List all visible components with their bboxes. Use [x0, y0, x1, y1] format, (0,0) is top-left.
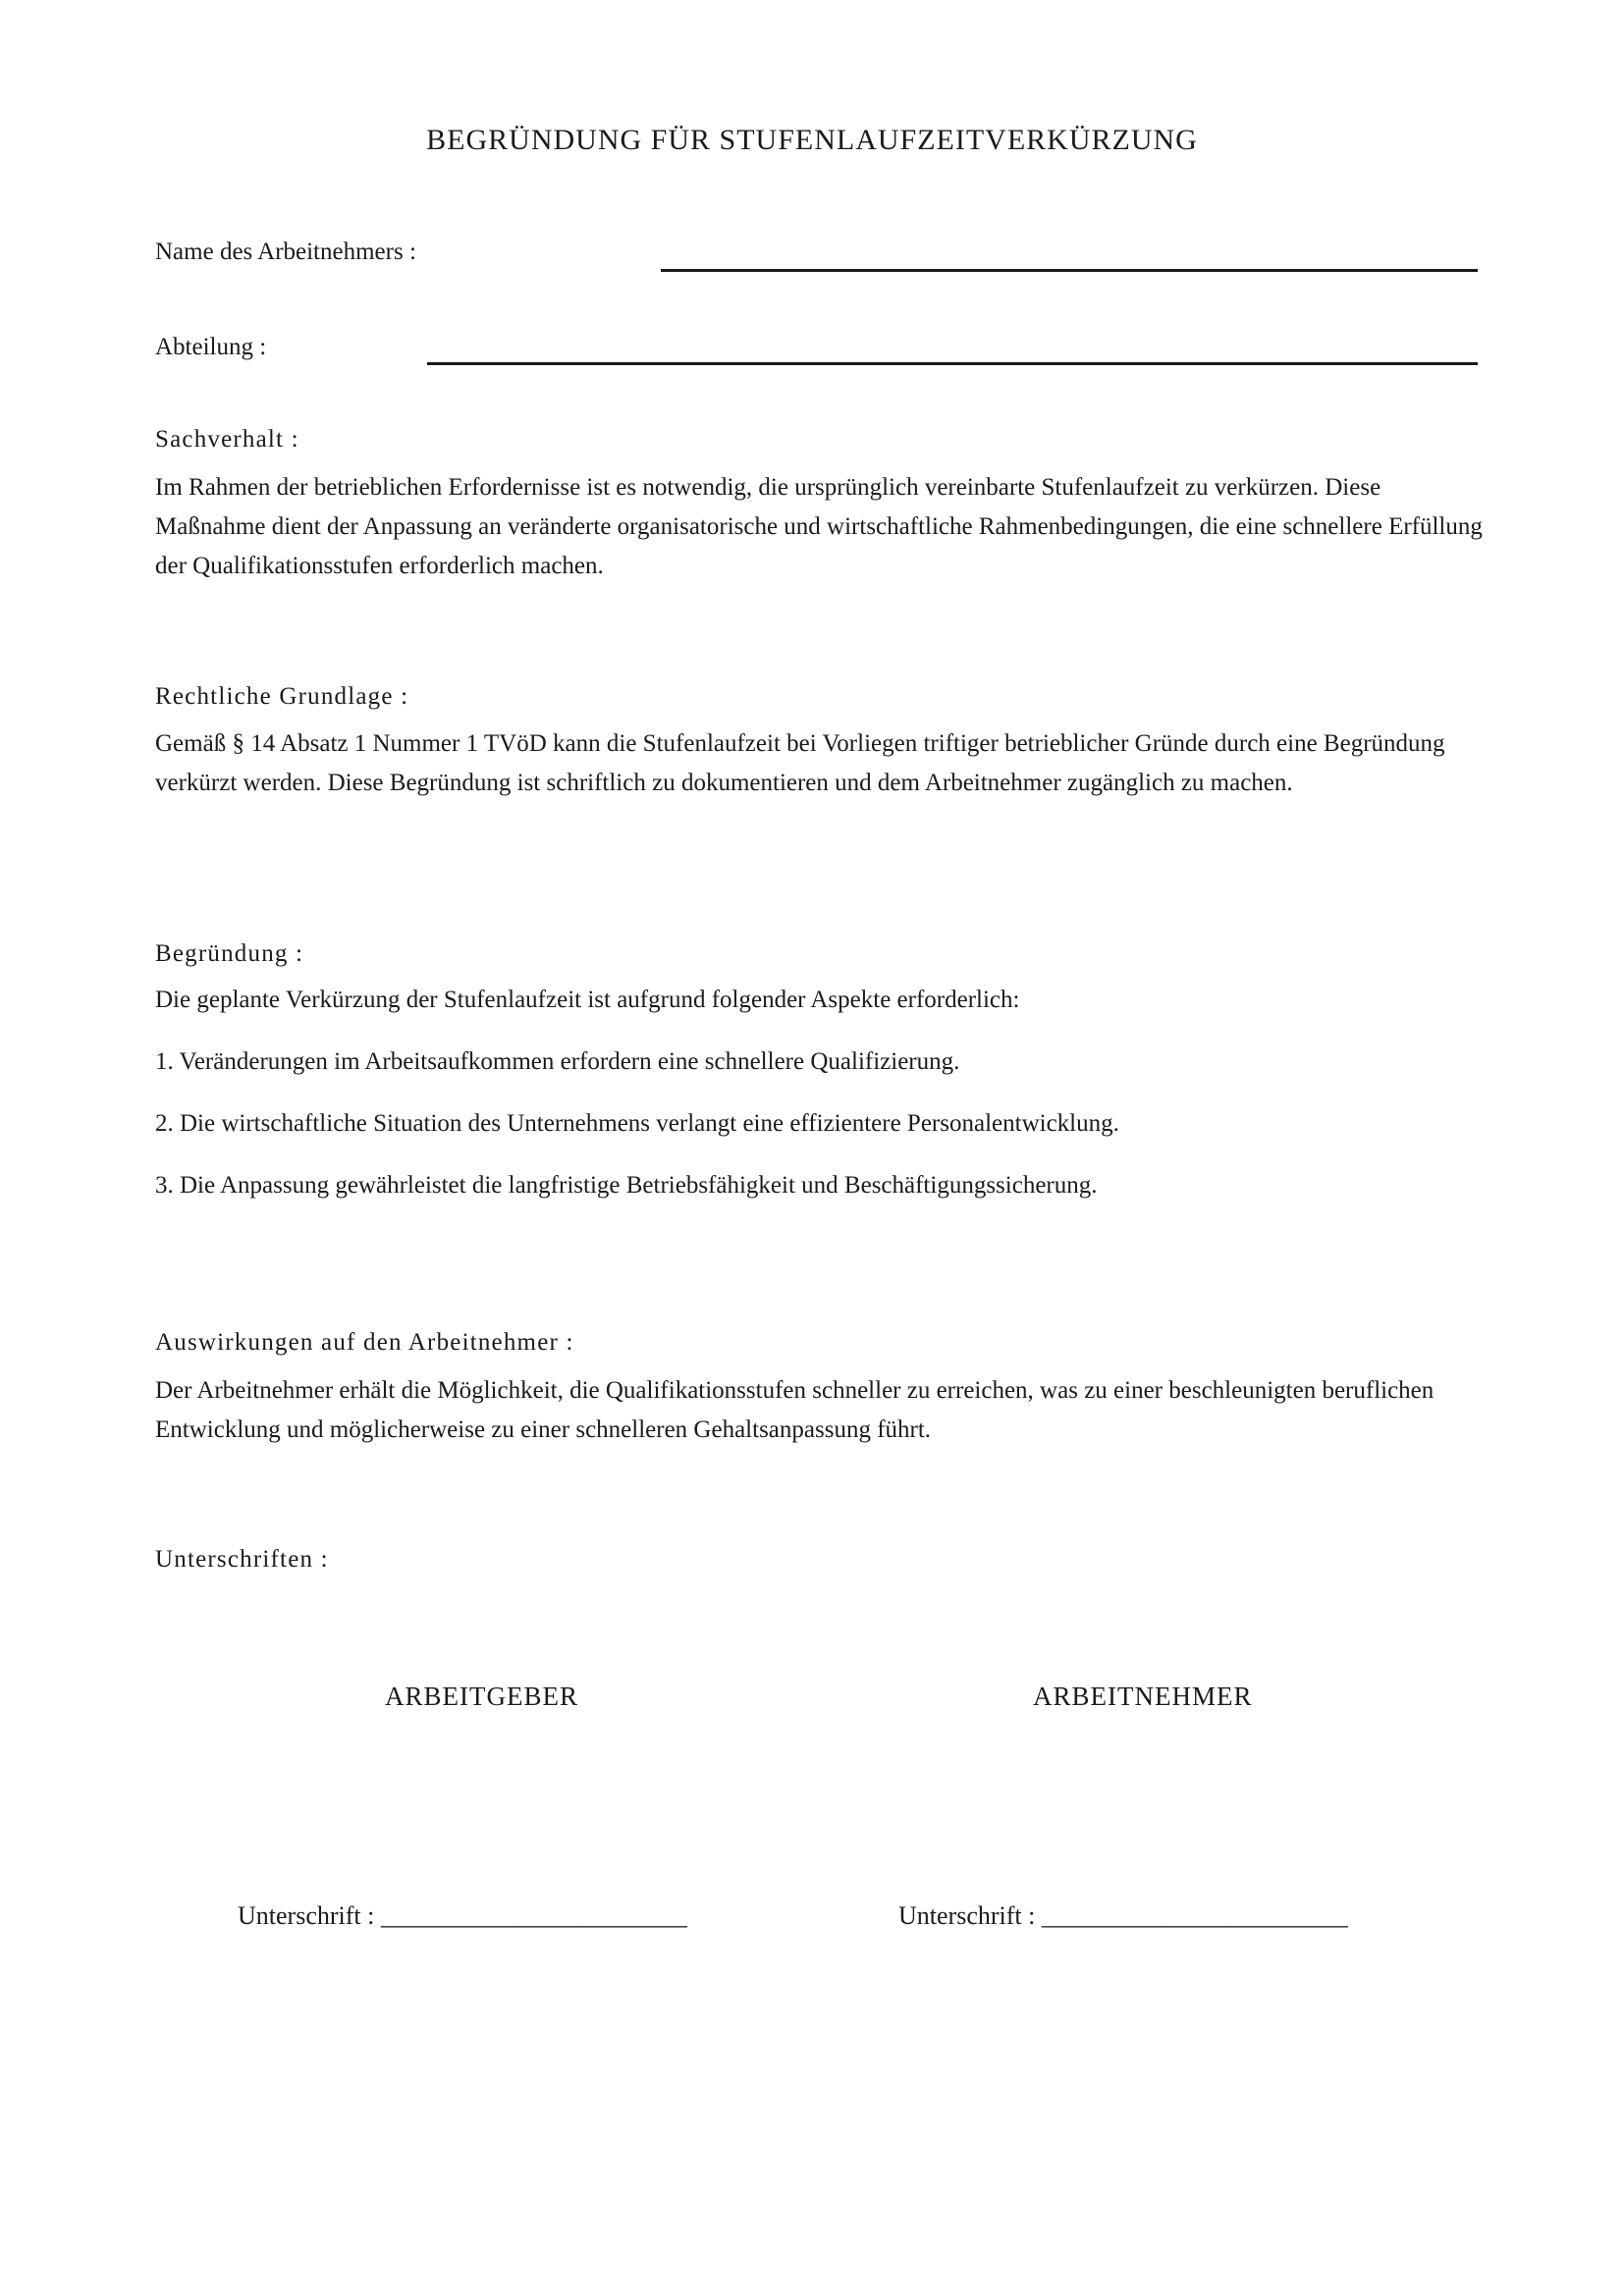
- legal-text: Gemäß § 14 Absatz 1 Nummer 1 TVöD kann die Stufenlaufzeit bei Vorliegen triftiger betrieblicher Gründe durch eine Begründung verkürzt werden. Diese Begründung ist schriftlich zu dokumentieren und dem Arbeitnehmer zugänglich zu machen.: [155, 730, 1445, 796]
- employee-label: ARBEITNEHMER: [1033, 1682, 1253, 1711]
- reason-item-1: 1. Veränderungen im Arbeitsaufkommen erfordern eine schnellere Qualifizierung.: [155, 1048, 960, 1075]
- impact-text: Der Arbeitnehmer erhält die Möglichkeit, die Qualifikationsstufen schneller zu erreichen, was zu einer beschleunigten beruflichen Entwicklung und möglicherweise zu einer schnelleren Gehaltsanpassung führt.: [155, 1377, 1435, 1443]
- signatures-heading: Unterschriften :: [155, 1546, 329, 1573]
- employee-name-field[interactable]: [661, 269, 1478, 272]
- department-field[interactable]: [427, 362, 1478, 365]
- facts-text: Im Rahmen der betrieblichen Erfordernisse ist es notwendig, die ursprünglich vereinbarte Stufenlaufzeit zu verkürzen. Diese Maßnahme dient der Anpassung an veränderte organisatorische und wirtschaftliche Rahmenbedingungen, die eine schnellere Erfüllung der Qualifikationsstufen erforderlich machen.: [155, 474, 1483, 579]
- employer-signature-line[interactable]: Unterschrift : ________________________: [238, 1901, 687, 1930]
- employee-signature-line[interactable]: Unterschrift : ________________________: [898, 1901, 1348, 1930]
- document-title: BEGRÜNDUNG FÜR STUFENLAUFZEITVERKÜRZUNG: [426, 124, 1198, 156]
- impact-heading: Auswirkungen auf den Arbeitnehmer :: [155, 1329, 574, 1356]
- reasons-heading: Begründung :: [155, 940, 304, 967]
- employer-label: ARBEITGEBER: [385, 1682, 578, 1711]
- reason-item-2: 2. Die wirtschaftliche Situation des Unternehmens verlangt eine effizientere Personalentwicklung.: [155, 1110, 1119, 1137]
- facts-heading: Sachverhalt :: [155, 426, 299, 453]
- reasons-intro: Die geplante Verkürzung der Stufenlaufzeit ist aufgrund folgender Aspekte erforderlich:: [155, 987, 1020, 1013]
- department-label: Abteilung :: [155, 334, 267, 360]
- reason-item-3: 3. Die Anpassung gewährleistet die langfristige Betriebsfähigkeit und Beschäftigungssicherung.: [155, 1172, 1098, 1199]
- legal-heading: Rechtliche Grundlage :: [155, 683, 409, 710]
- employee-name-label: Name des Arbeitnehmers :: [155, 239, 416, 265]
